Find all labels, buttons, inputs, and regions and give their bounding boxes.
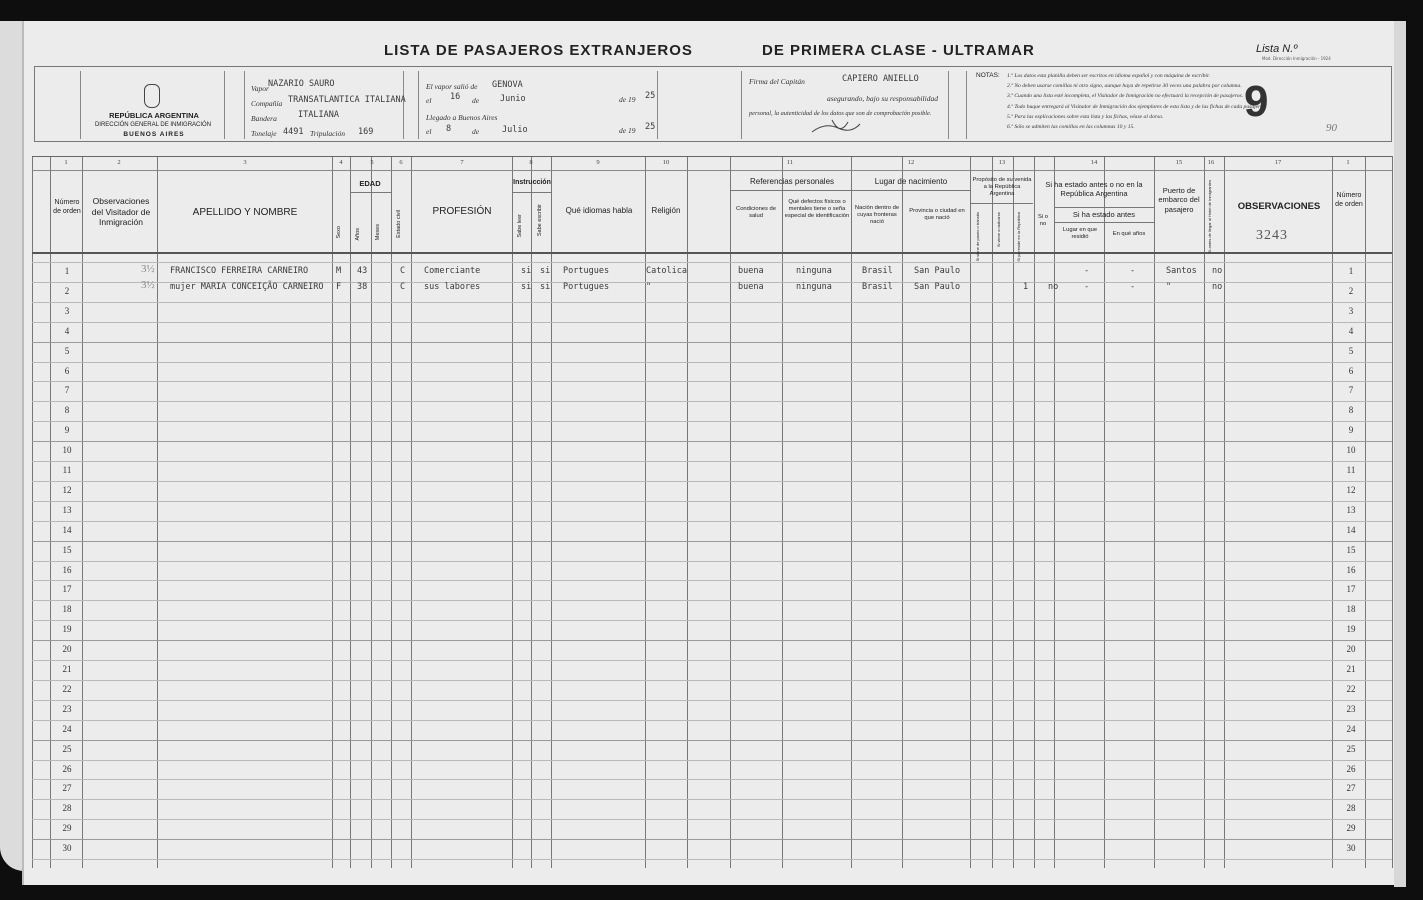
anio-label-1: de 19: [619, 95, 636, 104]
bandera-value: ITALIANA: [298, 110, 339, 120]
captain-name: CAPIERO ANIELLO: [842, 74, 919, 84]
grid-row-line: [32, 660, 1392, 661]
col-defectos: Qué defectos físicos o mentales tiene o seña especial de identificación: [784, 199, 850, 220]
grid-row-line: [32, 302, 1392, 303]
coat-of-arms-icon: [144, 84, 160, 108]
el-label-1: el: [426, 96, 432, 105]
row-number-right: 20: [1346, 644, 1356, 655]
row-number-right: 24: [1346, 723, 1356, 734]
column-number: 6: [399, 159, 403, 166]
passenger-estado: C: [400, 281, 406, 292]
grid-row-line: [32, 561, 1392, 562]
passenger-residio: -: [1084, 281, 1090, 292]
row-number-left: 9: [64, 425, 70, 436]
row-number-right: 14: [1346, 524, 1356, 535]
captain-signature-icon: [810, 116, 870, 138]
passenger-anios-residio: -: [1130, 266, 1136, 276]
estado-sub-line-1: [1054, 207, 1154, 208]
column-number: 1: [64, 159, 68, 166]
instruccion-sub-line: [512, 192, 551, 193]
agency-line3: BUENOS AIRES: [123, 131, 185, 138]
referencias-sub-line: [730, 190, 970, 191]
col-idiomas: Qué idiomas habla: [565, 206, 633, 215]
vapor-value: NAZARIO SAURO: [268, 79, 335, 89]
row-number-right: 23: [1346, 703, 1356, 714]
row-number-right: 6: [1348, 365, 1354, 376]
column-number: 8: [529, 159, 533, 166]
grid-vertical-line: [1392, 156, 1393, 868]
grid-row-line: [32, 839, 1392, 840]
estado-sub-line-2: [1054, 222, 1154, 223]
captain-text2: personal, la autenticidad de los datos que son de comprobación posible.: [749, 110, 932, 117]
grid-row-line: [32, 541, 1392, 542]
passenger-idioma: Portugues: [563, 266, 610, 276]
edad-sub-line: [350, 192, 391, 193]
row-number-right: 2: [1348, 285, 1354, 296]
proposito-sub-line: [970, 203, 1033, 204]
row-number-right: 19: [1346, 624, 1356, 635]
row-number-right: 11: [1346, 465, 1356, 475]
row-number-right: 16: [1346, 564, 1356, 575]
grid-row-line: [32, 401, 1392, 402]
note-2: 2.º No deben usarse comillas ni otro signo, aunque haya de repetirse 30 veces una palabra por columna.: [1007, 83, 1242, 90]
grid-row-line: [32, 819, 1392, 820]
notes-label: NOTAS:: [976, 72, 1000, 79]
grid-row-line: [32, 481, 1392, 482]
row-number-left: 17: [62, 584, 72, 595]
passenger-sabe-escribir: si: [540, 266, 551, 276]
column-number: 1: [1346, 159, 1350, 166]
grid-numbers-line: [32, 170, 1392, 171]
col-proposito-radicarse: Si viene a radicarse: [996, 212, 1001, 248]
column-number: 3: [243, 159, 247, 166]
row-number-right: 13: [1346, 504, 1356, 515]
passenger-col13: 1: [1023, 281, 1029, 292]
note-6: 6.º Sólo se admiten las comillas en las columnas 10 y 15.: [1007, 124, 1135, 131]
col-profesion: PROFESIÓN: [432, 206, 492, 217]
passenger-estuvo: no: [1048, 281, 1059, 292]
mes-llegada: Julio: [502, 125, 528, 135]
passenger-sabe-leer: si: [521, 266, 532, 276]
right-page-edge: [1394, 21, 1406, 887]
grid-row-line: [32, 779, 1392, 780]
row-number-left: 4: [64, 325, 70, 336]
grid-row-line: [32, 799, 1392, 800]
row-number-right: 30: [1346, 843, 1356, 854]
grid-row-line: [32, 521, 1392, 522]
row-number-left: 8: [64, 405, 70, 416]
row-number-left: 15: [62, 544, 72, 555]
row-number-left: 26: [62, 763, 72, 774]
col-nacion: Nación dentro de cuyas fronteras nació: [854, 205, 900, 226]
row-number-left: 18: [62, 604, 72, 615]
notes-list: [1007, 71, 1345, 132]
column-number: 16: [1207, 159, 1215, 166]
passenger-col16: no: [1212, 266, 1223, 276]
column-number: 11: [786, 159, 794, 166]
row-number-left: 30: [62, 843, 72, 854]
grid-row-line: [32, 342, 1392, 343]
column-number: 15: [1175, 159, 1183, 166]
column-number: 17: [1274, 159, 1282, 166]
col-16: Si antes de llegar al Hotel de Inmigrantes: [1207, 180, 1212, 254]
row-number-right: 17: [1346, 584, 1356, 595]
row-number-right: 28: [1346, 803, 1356, 814]
tonelaje-value: 4491: [283, 127, 304, 137]
row-number-left: 16: [62, 564, 72, 575]
row-number-left: 5: [64, 345, 70, 356]
col-provincia: Provincia o ciudad en que nació: [909, 208, 965, 222]
passenger-profesion: Comerciante: [424, 266, 481, 276]
col-religion: Religión: [651, 206, 681, 215]
dia-salida: 16: [450, 92, 461, 102]
row-number-right: 29: [1346, 823, 1356, 834]
col-proposito: Propósito de su venida a la República Argentina: [972, 177, 1032, 198]
row-number-right: 5: [1348, 345, 1354, 356]
row-number-left: 29: [62, 823, 72, 834]
title-right: DE PRIMERA CLASE - ULTRAMAR: [762, 42, 1035, 59]
column-number: 9: [596, 159, 600, 166]
passenger-nacion: Brasil: [862, 281, 893, 292]
col-sexo: Sexo: [336, 226, 342, 239]
col-sabe-escribir: Sabe escribir: [537, 204, 543, 237]
tripulacion-value: 169: [358, 127, 374, 137]
lista-number: 9: [1244, 77, 1269, 126]
grid-row-line: [32, 680, 1392, 681]
passenger-sabe-leer: si: [521, 281, 532, 292]
row-number-left: 28: [62, 803, 72, 814]
bandera-label: Bandera: [251, 114, 277, 123]
row-number-right: 7: [1348, 385, 1354, 396]
note-5: 5.º Para las explicaciones sobre esta lista y las fichas, véase al dorso.: [1007, 113, 1164, 120]
col-instruccion: Instrucción: [513, 179, 551, 186]
compania-label: Compañía: [251, 99, 283, 108]
grid-row-line: [32, 461, 1392, 462]
captain-text1: asegurando, bajo su responsabilidad: [827, 94, 938, 103]
row-number-right: 8: [1348, 405, 1354, 416]
grid-row-line: [32, 859, 1392, 860]
grid-row-line: [32, 501, 1392, 502]
passenger-puerto: ": [1166, 281, 1172, 292]
col-en-que-anios: En qué años: [1112, 231, 1146, 237]
grid-row-line: [32, 322, 1392, 323]
passenger-profesion: sus labores: [424, 281, 481, 292]
grid-row-line: [32, 262, 1392, 263]
col-puerto-embarco: Puerto de embarco del pasajero: [1158, 186, 1200, 214]
row-number-left: 7: [64, 385, 70, 396]
column-number: 13: [998, 159, 1006, 166]
el-label-2: el: [426, 127, 432, 136]
row-number-right: 12: [1346, 484, 1356, 495]
passenger-obs: 3½: [141, 263, 155, 275]
passenger-defectos: ninguna: [796, 266, 832, 276]
note-1: 1.º Los datos esta planilla deben ser escritos en idioma español y con máquina de escribir.: [1007, 73, 1210, 79]
passenger-puerto: Santos: [1166, 266, 1197, 276]
anio-salida: 25: [645, 91, 656, 101]
row-number-left: 2: [64, 285, 70, 296]
note-3: 3.º Cuando una lista esté incompleta, el Visitador de Inmigración no efectuará la recepción de pasajeros.: [1007, 93, 1244, 100]
passenger-estado: C: [400, 266, 406, 276]
passenger-religion: Catolica: [646, 266, 687, 276]
col-si-no: Si o no: [1038, 214, 1048, 228]
row-number-left: 25: [62, 743, 72, 754]
column-number: 4: [339, 159, 343, 166]
grid-header-bottom: [32, 252, 1392, 254]
passenger-anios: 43: [357, 266, 368, 276]
passenger-idioma: Portugues: [563, 281, 610, 292]
grid-row-line: [32, 362, 1392, 363]
passenger-salud: buena: [738, 266, 764, 276]
grid-row-line: [32, 620, 1392, 621]
mes-salida: Junio: [500, 94, 526, 104]
row-number-right: 10: [1346, 445, 1356, 456]
passenger-salud: buena: [738, 281, 764, 292]
grid-row-line: [32, 700, 1392, 701]
col-condiciones-salud: Condiciones de salud: [736, 206, 776, 220]
lista-label: Lista N.º: [1256, 43, 1298, 55]
agency-line2: DIRECCIÓN GENERAL DE INMIGRACIÓN: [94, 122, 212, 128]
row-number-left: 22: [62, 683, 72, 694]
col-proposito-reside: Si ya reside en la República: [1016, 212, 1021, 262]
anio-llegada: 25: [645, 122, 656, 132]
row-number-left: 13: [62, 504, 72, 515]
row-number-left: 1: [64, 266, 70, 276]
row-number-left: 14: [62, 524, 72, 535]
passenger-name: FRANCISCO FERREIRA CARNEIRO: [170, 266, 309, 276]
passenger-sabe-escribir: si: [540, 281, 551, 292]
salio-label: El vapor salió de: [426, 82, 478, 91]
col-numero-orden: Número de orden: [53, 199, 81, 215]
agency-line1: REPÚBLICA ARGENTINA: [109, 111, 199, 120]
column-number: 10: [662, 159, 670, 166]
col-apellido: APELLIDO Y NOMBRE: [192, 207, 298, 218]
row-number-right: 18: [1346, 604, 1356, 615]
column-number: 14: [1090, 159, 1098, 166]
vapor-label: Vapor: [251, 84, 269, 93]
row-number-left: 12: [62, 484, 72, 495]
tripulacion-label: Tripulación: [310, 129, 346, 138]
doc-ref: Mod. Dirección Inmigración - 1924: [1262, 56, 1331, 61]
col-numero-orden-right: Número de orden: [1335, 192, 1363, 208]
stamp-number: 3243: [1256, 228, 1288, 243]
row-number-right: 25: [1346, 743, 1356, 754]
anio-label-2: de 19: [619, 126, 636, 135]
passenger-defectos: ninguna: [796, 281, 832, 292]
col-meses: Meses: [375, 224, 381, 241]
col-proposito-paseo: Si viene de paseo o tránsito: [975, 212, 980, 262]
grid-row-line: [32, 421, 1392, 422]
column-number: 2: [117, 159, 121, 166]
grid-row-line: [32, 580, 1392, 581]
lista-annotation: 90: [1326, 122, 1337, 134]
col-sabe-leer: Sabe leer: [517, 214, 523, 238]
row-number-right: 3: [1348, 305, 1354, 316]
column-number: 7: [460, 159, 464, 166]
row-number-right: 22: [1346, 683, 1356, 694]
row-number-left: 21: [62, 664, 72, 674]
grid-row-line: [32, 600, 1392, 601]
col-si-ha-estado: Si ha estado antes: [1072, 210, 1136, 219]
llegado-label: Llegado a Buenos Aires: [426, 113, 498, 122]
col-anios: Años: [355, 228, 361, 241]
passenger-sexo: M: [336, 266, 342, 276]
left-page-edge: [0, 21, 24, 871]
grid-row-line: [32, 760, 1392, 761]
col-edad: EDAD: [359, 179, 381, 188]
row-number-left: 24: [62, 723, 72, 734]
grid-top-line: [32, 156, 1392, 157]
row-number-left: 3: [64, 305, 70, 316]
grid-row-line: [32, 640, 1392, 641]
passenger-residio: -: [1084, 266, 1090, 276]
row-number-right: 21: [1346, 664, 1356, 674]
grid-row-line: [32, 720, 1392, 721]
passenger-col16: no: [1212, 281, 1223, 292]
col-referencias: Referencias personales: [749, 177, 835, 186]
col-lugar-nacimiento: Lugar de nacimiento: [874, 177, 948, 186]
row-number-left: 6: [64, 365, 70, 376]
row-number-left: 23: [62, 703, 72, 714]
passenger-sexo: F: [336, 281, 342, 292]
passenger-anios-residio: -: [1130, 281, 1136, 292]
de-label-2: de: [472, 127, 480, 136]
row-number-right: 9: [1348, 425, 1354, 436]
row-number-right: 26: [1346, 763, 1356, 774]
row-number-left: 20: [62, 644, 72, 655]
column-number: 5: [370, 159, 374, 166]
col-observaciones-visitador: Observaciones del Visitador de Inmigración: [91, 196, 151, 228]
passenger-provincia: San Paulo: [914, 266, 961, 276]
passenger-list-sheet: [22, 21, 1396, 885]
col-estado-civil: Estado civil: [396, 210, 402, 238]
de-label-1: de: [472, 96, 480, 105]
row-number-left: 27: [62, 783, 72, 794]
firma-label: Firma del Capitán: [749, 77, 805, 86]
note-4: 4.º Todo buque entregará al Visitador de Inmigración dos ejemplares de esta lista y de las fichas de cada pasajero.: [1007, 103, 1265, 110]
title-left: LISTA DE PASAJEROS EXTRANJEROS: [384, 42, 693, 59]
col-estado-antes: Si ha estado antes o no en la República Argentina: [1045, 180, 1143, 199]
grid-row-line: [32, 740, 1392, 741]
column-number: 12: [907, 159, 915, 166]
grid-row-line: [32, 381, 1392, 382]
dia-llegada: 8: [446, 124, 452, 134]
salio-value: GENOVA: [492, 80, 523, 90]
compania-value: TRANSATLANTICA ITALIANA: [288, 95, 406, 105]
passenger-obs: 3½: [141, 278, 155, 291]
row-number-left: 10: [62, 445, 72, 456]
passenger-religion: ": [646, 281, 652, 292]
row-number-right: 4: [1348, 325, 1354, 336]
row-number-left: 11: [62, 465, 72, 475]
row-number-right: 1: [1348, 266, 1354, 276]
passenger-anios: 38: [357, 281, 368, 292]
grid-row-line: [32, 441, 1392, 442]
passenger-name: mujer MARIA CONCEIÇÃO CARNEIRO: [170, 281, 324, 292]
row-number-right: 15: [1346, 544, 1356, 555]
row-number-right: 27: [1346, 783, 1356, 794]
col-observaciones: OBSERVACIONES: [1237, 201, 1321, 212]
row-number-left: 19: [62, 624, 72, 635]
col-lugar-residio: Lugar en que residió: [1062, 227, 1098, 241]
tonelaje-label: Tonelaje: [251, 129, 277, 138]
passenger-nacion: Brasil: [862, 266, 893, 276]
passenger-provincia: San Paulo: [914, 281, 961, 292]
